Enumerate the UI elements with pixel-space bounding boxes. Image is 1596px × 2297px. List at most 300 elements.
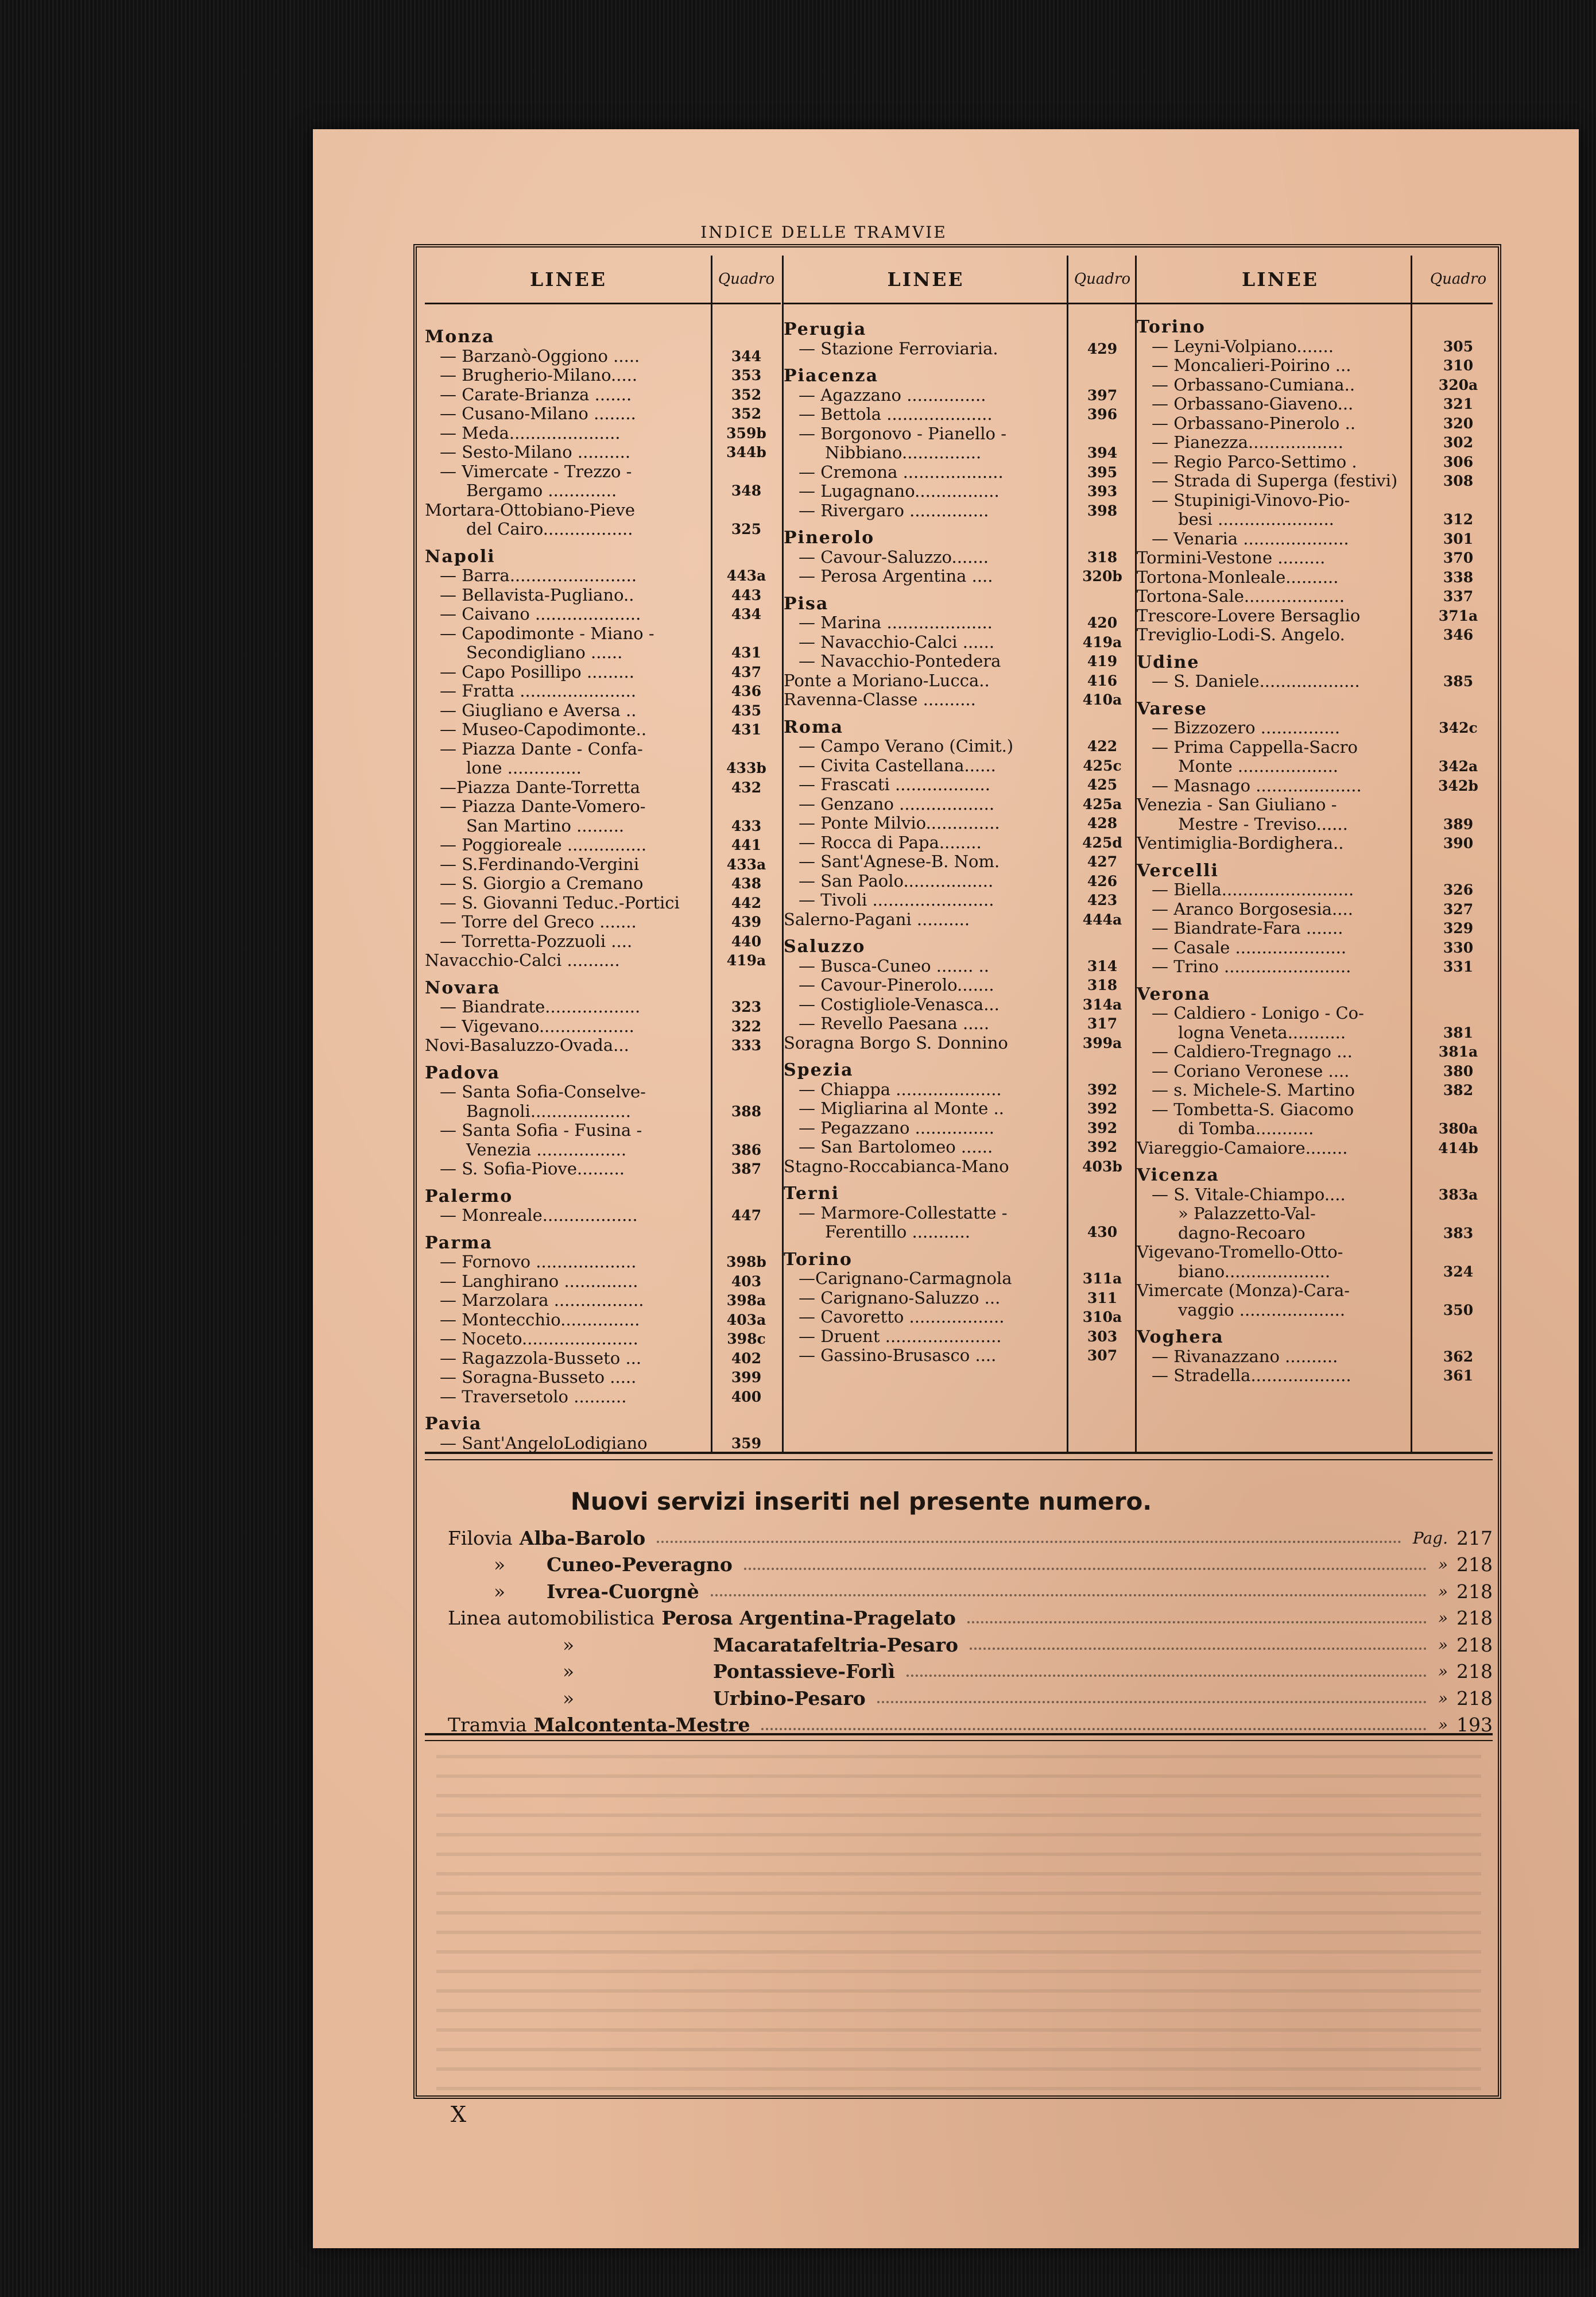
index-row [784,814,1137,833]
leader-dots [711,1586,1427,1596]
index-row [425,1121,781,1140]
index-row [784,1327,1137,1347]
index-row [784,671,1137,691]
index-row [1137,337,1493,357]
service-type: » [563,1687,575,1710]
leader-dots [970,1639,1427,1650]
index-row [784,548,1137,567]
page-number: 218 [1456,1553,1493,1576]
quadro-number: 302 [1443,434,1474,451]
line-name: — Caldiero-Tregnago ... [1152,1042,1353,1061]
index-row [1137,795,1493,815]
line-name: — Biella......................... [1152,880,1354,899]
line-name: Napoli [425,547,495,566]
line-name: — Meda..................... [440,423,621,443]
quadro-number: 380a [1438,1120,1478,1137]
index-column-2 [784,256,1137,1453]
quadro-number: 403b [1082,1158,1122,1175]
line-name: — Regio Parco-Settimo . [1152,452,1357,471]
line-name: Treviglio-Lodi-S. Angelo. [1137,625,1345,644]
quadro-number: 386 [731,1141,762,1158]
quadro-number: 423 [1087,892,1118,908]
line-name: Pinerolo [784,528,875,548]
index-row [1137,957,1493,977]
line-name: — Cavour-Saluzzo....... [799,547,989,567]
line-name: Udine [1137,652,1200,672]
quadro-number: 433a [726,856,766,873]
line-name: —Piazza Dante-Torretta [440,778,640,797]
line-name: — Soragna-Busseto ..... [440,1368,637,1387]
row-spacer [1137,645,1493,653]
quadro-number: 317 [1087,1015,1118,1032]
line-name: — Chiappa .................... [799,1080,1002,1099]
line-name: — Cavour-Pinerolo....... [799,976,994,995]
line-name: Ferentillo ........... [825,1223,970,1242]
index-row [1137,433,1493,453]
leader-dots [967,1613,1427,1623]
header-quadro: Quadro [718,270,775,288]
index-row [784,1034,1137,1053]
index-row [1137,1004,1493,1023]
quadro-number: 318 [1087,977,1118,993]
page-number: 218 [1456,1607,1493,1630]
quadro-number: 394 [1087,444,1118,461]
index-row [1137,672,1493,691]
quadro-number: 433 [731,817,762,834]
line-name: Secondigliano ...... [466,643,623,662]
line-name: — Civita Castellana...... [799,756,996,775]
line-name: — Migliarina al Monte .. [799,1099,1004,1118]
quadro-number: 444a [1082,911,1122,928]
line-name: vaggio .................... [1178,1300,1346,1320]
index-row [784,633,1137,652]
index-row [1137,919,1493,938]
line-name: — Costigliole-Venasca... [799,995,1000,1014]
line-name: biano.................... [1178,1262,1331,1281]
index-row [425,1272,781,1291]
line-name: — Rivergaro ............... [799,501,989,520]
line-name: — Druent ...................... [799,1327,1002,1346]
quadro-number: 435 [731,702,762,719]
line-name: — Barra........................ [440,566,637,585]
quadro-number: 419a [726,952,766,969]
city-heading [425,327,781,347]
line-name: — Busca-Cuneo ....... .. [799,956,989,976]
line-name: dagno-Recoaro [1178,1223,1306,1243]
quadro-number: 438 [731,875,762,892]
index-row [784,1119,1137,1138]
quadro-number: 447 [731,1207,762,1224]
line-name: — Brugherio-Milano..... [440,366,638,385]
line-name: Monza [425,327,495,347]
index-row [1137,757,1493,776]
line-name: Ventimiglia-Bordighera.. [1137,834,1344,853]
quadro-number: 350 [1443,1301,1474,1318]
index-row [784,339,1137,359]
row-spacer [784,520,1137,528]
quadro-number: 383a [1438,1186,1478,1203]
quadro-number: 431 [731,644,762,661]
index-row [425,1206,781,1225]
quadro-number: 427 [1087,853,1118,870]
line-name: Novara [425,978,501,997]
page-marker: » [1438,1662,1448,1681]
line-name: besi ...................... [1178,510,1334,529]
index-row [784,795,1137,814]
quadro-number: 400 [731,1388,762,1405]
header-linee: LINEE [887,268,964,291]
index-row [784,501,1137,521]
quadro-number: 390 [1443,835,1474,852]
quadro-number: 389 [1443,815,1474,833]
page-marker: » [1438,1715,1448,1735]
line-name: — Sant'Agnese-B. Nom. [799,852,1000,871]
index-row [1137,414,1493,434]
line-name: — Santa Sofia-Conselve- [440,1082,646,1101]
index-row [784,1080,1137,1100]
page-marker: » [1438,1581,1448,1601]
index-row [1137,356,1493,376]
index-row [1137,625,1493,645]
leader-dots [907,1666,1427,1677]
line-name: Monte ................... [1178,757,1339,776]
row-spacer [784,1053,1137,1061]
city-heading [784,718,1137,737]
index-row [1137,453,1493,472]
line-name: — San Paolo................. [799,871,994,891]
quadro-number: 381a [1438,1043,1478,1060]
row-spacer [425,1225,781,1233]
line-name: di Tomba........... [1178,1119,1314,1138]
quadro-number: 305 [1443,338,1474,355]
line-name: — Bizzozero ............... [1152,718,1341,737]
city-heading [425,1414,781,1434]
index-row [425,1036,781,1055]
index-table [425,256,1493,1453]
quadro-number: 420 [1087,614,1118,631]
quadro-number: 307 [1087,1347,1118,1364]
quadro-number: 311a [1082,1270,1122,1287]
line-name: — Bettola .................... [799,405,993,424]
page-number: 218 [1456,1687,1493,1710]
service-route: Perosa Argentina-Pragelato [661,1607,956,1630]
column-rows [784,320,1137,1366]
index-row [425,1368,781,1387]
index-row [425,759,781,778]
column-header [1137,256,1493,304]
index-row [1137,1185,1493,1205]
line-name: Venezia - San Giuliano - [1137,795,1337,814]
quadro-number: 440 [731,933,762,950]
quadro-number: 387 [731,1161,762,1177]
quadro-number: 403 [731,1273,762,1290]
index-row [425,778,781,798]
line-name: — Vigevano.................. [440,1016,634,1036]
line-name: — Lugagnano................ [799,482,1000,501]
line-name: — Perosa Argentina .... [799,567,993,586]
city-heading [784,320,1137,339]
index-row [425,520,781,539]
quadro-number: 303 [1087,1328,1118,1345]
line-name: — Torretta-Pozzuoli .... [440,931,633,951]
row-spacer [784,1242,1137,1250]
line-name: — Piazza Dante - Confa- [440,739,643,759]
line-name: Viareggio-Camaiore........ [1137,1138,1348,1158]
index-row [784,424,1137,444]
new-service-row [448,1525,1493,1552]
line-name: — Revello Paesana ..... [799,1014,990,1033]
line-name: — Carate-Brianza ....... [440,385,632,404]
index-row [1137,834,1493,853]
index-row [784,995,1137,1015]
line-name: — Museo-Capodimonte.. [440,720,647,739]
index-row [1137,776,1493,796]
line-name: — Capo Posillipo ......... [440,662,634,682]
quadro-number: 344b [726,444,766,461]
quadro-number: 439 [731,914,762,930]
quadro-number: 311 [1087,1289,1118,1306]
quadro-number: 353 [731,367,762,384]
quadro-number: 388 [731,1103,762,1120]
column-header [425,256,781,304]
row-spacer [425,970,781,979]
quadro-number: 385 [1443,673,1474,690]
row-spacer [784,1176,1137,1184]
line-name: Novi-Basaluzzo-Ovada... [425,1036,629,1055]
service-type: Filovia [448,1526,513,1549]
row-spacer [1137,691,1493,699]
page-folio: X [451,2102,467,2127]
index-row [425,424,781,443]
quadro-number: 331 [1443,958,1474,975]
new-service-row [448,1578,1493,1605]
new-service-row [448,1631,1493,1658]
service-route: Pontassieve-Forlì [713,1660,896,1683]
quadro-number: 320b [1082,568,1122,585]
index-row [425,643,781,663]
header-quadro: Quadro [1430,270,1487,288]
line-name: Piacenza [784,366,879,386]
index-row [425,1310,781,1330]
line-name: — Santa Sofia - Fusina - [440,1121,642,1140]
city-heading [425,1064,781,1083]
line-name: — Vimercate - Trezzo - [440,462,632,481]
line-name: Vicenza [1137,1166,1219,1185]
quadro-number: 428 [1087,815,1118,832]
new-services-list [448,1525,1493,1738]
index-column-1 [425,256,781,1453]
index-row [1137,815,1493,834]
index-row [425,836,781,855]
index-row [425,1159,781,1179]
index-row [425,720,781,740]
quadro-number: 398c [727,1331,766,1347]
quadro-number: 346 [1443,627,1474,643]
index-row [1137,1281,1493,1301]
quadro-number: 392 [1087,1100,1118,1117]
line-name: — Leyni-Volpiano....... [1152,337,1334,356]
quadro-number: 371a [1438,607,1478,624]
index-row [784,833,1137,853]
service-route: Urbino-Pesaro [713,1687,866,1710]
line-name: — Monreale.................. [440,1206,638,1225]
column-rule [1135,256,1137,1453]
line-name: — Cavoretto .................. [799,1308,1005,1327]
quadro-number: 402 [731,1349,762,1367]
row-spacer [1137,977,1493,985]
line-name: — Caivano .................... [440,605,641,624]
line-name: Mestre - Treviso...... [1178,814,1348,834]
column-rows [1137,318,1493,1386]
quadro-number: 312 [1443,511,1474,528]
line-name: — S.Ferdinando-Vergini [440,854,640,874]
index-row [784,756,1137,776]
line-name: — Bellavista-Pugliano.. [440,585,634,605]
line-name: — Cremona ................... [799,462,1004,482]
new-services-bottom-rule [425,1733,1493,1741]
city-heading [425,979,781,998]
quadro-number: 443a [726,567,766,584]
quadro-number: 398 [1087,502,1118,519]
leader-dots [761,1720,1426,1730]
quadro-number: 441 [731,837,762,853]
quadro-number: 306 [1443,453,1474,470]
line-name: — Pegazzano ............... [799,1118,994,1138]
line-name: — Orbassano-Cumiana.. [1152,375,1355,395]
city-heading [1137,985,1493,1004]
quadro-number: 399a [1082,1034,1122,1051]
city-heading [425,1233,781,1253]
line-name: Torino [1137,318,1206,337]
line-name: — Rivanazzano .......... [1152,1347,1338,1366]
index-row [1137,1366,1493,1386]
quadro-number: 321 [1443,396,1474,412]
line-name: — Tivoli ....................... [799,891,994,910]
line-name: Spezia [784,1061,854,1080]
line-name: — S. Giovanni Teduc.-Portici [440,893,680,912]
line-name: — Aranco Borgosesia.... [1152,899,1353,919]
line-name: — Orbassano-Pinerolo .. [1152,413,1356,433]
line-name: — Moncalieri-Poirino ... [1152,356,1351,375]
quadro-number: 398a [726,1292,766,1309]
index-row [425,1017,781,1037]
line-name: Verona [1137,984,1211,1004]
index-row [425,1140,781,1160]
city-heading [784,937,1137,957]
index-row [784,976,1137,995]
quadro-number: 342c [1439,720,1478,736]
line-name: Varese [1137,699,1207,718]
column-rule [711,256,712,1453]
line-name: — Gassino-Brusasco .... [799,1346,997,1365]
running-head: INDICE DELLE TRAMVIE [700,223,947,242]
index-row [425,817,781,836]
index-row [425,894,781,913]
index-row [784,1099,1137,1119]
index-row [784,1014,1137,1034]
line-name: — Genzano .................. [799,794,995,814]
line-name: Perugia [784,320,867,339]
row-spacer [425,1055,781,1064]
index-row [784,690,1137,710]
index-row [425,566,781,586]
index-row [425,855,781,875]
city-heading [1137,861,1493,881]
quadro-number: 362 [1443,1348,1474,1365]
city-heading [784,1250,1137,1270]
line-name: — Traversetolo .......... [440,1387,627,1406]
page-number: 193 [1456,1714,1493,1737]
index-row [1137,1224,1493,1243]
line-name: — Langhirano .............. [440,1271,638,1291]
index-row [1137,587,1493,606]
page-number: 218 [1456,1633,1493,1656]
line-name: San Martino ......... [466,816,625,836]
index-row [1137,718,1493,738]
quadro-number: 425a [1082,795,1122,813]
index-row [784,463,1137,482]
quadro-number: 359 [731,1434,762,1452]
quadro-number: 425c [1083,757,1122,774]
index-row [425,1291,781,1310]
line-name: Salerno-Pagani .......... [784,910,970,929]
index-row [1137,1347,1493,1367]
city-heading [1137,318,1493,337]
line-name: — Fornovo ................... [440,1252,637,1271]
quadro-number: 314 [1087,957,1118,975]
line-name: — Biandrate.................. [440,997,641,1016]
index-row [425,481,781,501]
quadro-number: 333 [731,1037,762,1054]
line-name: Tortona-Monleale.......... [1137,567,1339,587]
column-rows [425,327,781,1453]
index-row [425,701,781,721]
quadro-number: 392 [1087,1081,1118,1098]
line-name: — Pianezza.................. [1152,433,1343,452]
line-name: — Sant'AngeloLodigiano [440,1433,648,1453]
quadro-number: 330 [1443,939,1474,956]
quadro-number: 430 [1087,1224,1118,1240]
line-name: — Ragazzola-Busseto ... [440,1348,642,1368]
index-row [425,997,781,1017]
header-quadro: Quadro [1074,270,1131,288]
index-row [425,682,781,701]
quadro-number: 416 [1087,672,1118,689]
index-row [425,1082,781,1102]
line-name: — Rocca di Papa........ [799,833,982,852]
index-row [784,652,1137,671]
index-row [1137,376,1493,395]
line-name: — Cusano-Milano ........ [440,404,636,423]
new-service-row [448,1552,1493,1579]
line-name: — Fratta ...................... [440,682,637,701]
city-heading [784,594,1137,614]
line-name: Vercelli [1137,861,1219,880]
leader-dots [744,1560,1427,1570]
service-route: Alba-Barolo [519,1526,646,1549]
quadro-number: 322 [731,1018,762,1035]
service-type: Linea automobilistica [448,1607,655,1630]
index-row [425,797,781,817]
quadro-number: 338 [1443,569,1474,586]
column-header [784,256,1137,304]
index-row [1137,1023,1493,1043]
index-row [425,624,781,644]
column-rule [1411,256,1412,1453]
page-marker: » [1438,1688,1448,1708]
index-row [784,567,1137,586]
line-name: — Torre del Greco ....... [440,912,637,931]
